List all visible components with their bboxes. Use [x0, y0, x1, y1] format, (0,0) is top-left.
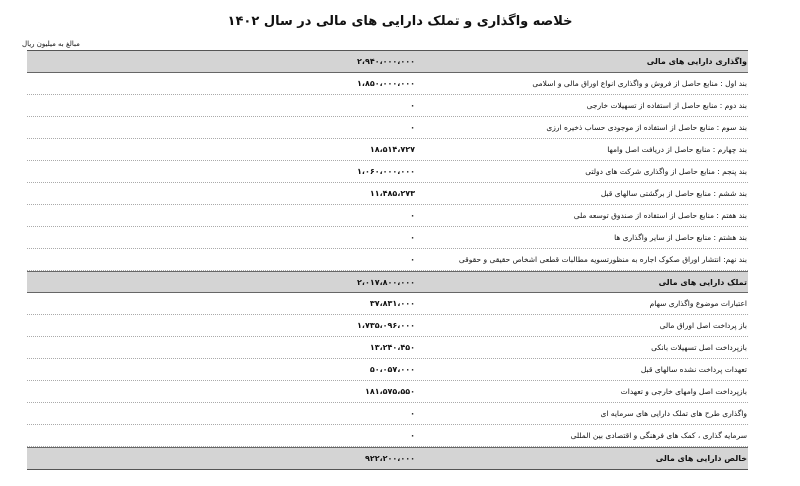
total-row: [27, 447, 748, 469]
row-label: بازپرداخت اصل وامهای خارجی و تعهدات: [620, 387, 747, 396]
page-title: خلاصه واگذاری و تملک دارایی های مالی در سال ۱۴۰۲: [227, 14, 573, 29]
summary-table: [27, 50, 748, 470]
row-value: ۰: [410, 431, 415, 440]
row-value: ۰: [410, 101, 415, 110]
section-header-value: ۲،۹۴۰،۰۰۰،۰۰۰: [357, 57, 415, 66]
table-row: [27, 381, 748, 403]
table-row: [27, 249, 748, 271]
table-row: [27, 315, 748, 337]
row-label: بند هشتم : منابع حاصل از سایر واگذاری ها: [614, 233, 747, 242]
row-label: بازپرداخت اصل تسهیلات بانکی: [651, 343, 747, 352]
row-label: بند پنجم : منابع حاصل از واگذاری شرکت های دولتی: [585, 167, 747, 176]
table-row: [27, 205, 748, 227]
table-row: [27, 117, 748, 139]
row-value: ۰: [410, 233, 415, 242]
table-row: [27, 161, 748, 183]
row-label: بند نهم: انتشار اوراق صکوک اجاره به منظورتسویه مطالبات قطعی اشخاص حقیقی و حقوقی: [458, 255, 747, 264]
row-value: ۰: [410, 409, 415, 418]
table-row: [27, 293, 748, 315]
total-label: خالص دارایی های مالی: [655, 454, 747, 463]
table-row: [27, 183, 748, 205]
section-header-label: تملک دارایی های مالی: [658, 278, 747, 287]
table-row: [27, 95, 748, 117]
row-label: بند سوم : منابع حاصل از استفاده از موجودی حساب ذخیره ارزی: [546, 123, 747, 132]
section-header-acquisition: [27, 271, 748, 293]
section-header-value: ۲،۰۱۷،۸۰۰،۰۰۰: [357, 278, 415, 287]
row-label: بند هفتم : منابع حاصل از استفاده از صندوق توسعه ملی: [573, 211, 747, 220]
row-label: اعتبارات موضوع واگذاری سهام: [649, 299, 747, 308]
row-label: باز پرداخت اصل اوراق مالی: [659, 321, 747, 330]
table-row: [27, 139, 748, 161]
table-row: [27, 227, 748, 249]
total-value: ۹۲۲،۲۰۰،۰۰۰: [364, 454, 415, 463]
row-value: ۰: [410, 123, 415, 132]
row-value: ۱،۰۶۰،۰۰۰،۰۰۰: [357, 167, 415, 176]
unit-note: مبالغ به میلیون ریال: [22, 40, 80, 48]
row-label: واگذاری طرح های تملک دارایی های سرمایه ای: [600, 409, 747, 418]
row-label: سرمایه گذاری ، کمک های فرهنگی و اقتصادی بین المللی: [570, 431, 747, 440]
row-value: ۱۸،۵۱۴،۷۲۷: [369, 145, 415, 154]
row-value: ۱۱،۴۸۵،۲۷۳: [369, 189, 415, 198]
row-value: ۱۳،۲۴۰،۴۵۰: [369, 343, 415, 352]
table-row: [27, 425, 748, 447]
row-label: تعهدات پرداخت نشده سالهای قبل: [640, 365, 747, 374]
row-value: ۱،۷۳۵،۰۹۶،۰۰۰: [357, 321, 415, 330]
table-row: [27, 73, 748, 95]
table-row: [27, 359, 748, 381]
section-header-label: واگذاری دارایی های مالی: [646, 57, 747, 66]
table-row: [27, 337, 748, 359]
table-row: [27, 403, 748, 425]
row-value: ۱،۸۵۰،۰۰۰،۰۰۰: [357, 79, 415, 88]
row-value: ۱۸۱،۵۷۵،۵۵۰: [364, 387, 415, 396]
section-header-disposal: [27, 51, 748, 73]
row-label: بند چهارم : منابع حاصل از دریافت اصل وامها: [607, 145, 747, 154]
row-value: ۰: [410, 211, 415, 220]
row-label: بند دوم : منابع حاصل از استفاده از تسهیلات خارجی: [586, 101, 747, 110]
row-value: ۳۷،۸۳۱،۰۰۰: [369, 299, 415, 308]
row-value: ۵۰،۰۵۷،۰۰۰: [369, 365, 415, 374]
row-value: ۰: [410, 255, 415, 264]
row-label: بند اول : منابع حاصل از فروش و واگذاری انواع اوراق مالی و اسلامی: [532, 79, 747, 88]
row-label: بند ششم : منابع حاصل از برگشتی سالهای قبل: [600, 189, 747, 198]
